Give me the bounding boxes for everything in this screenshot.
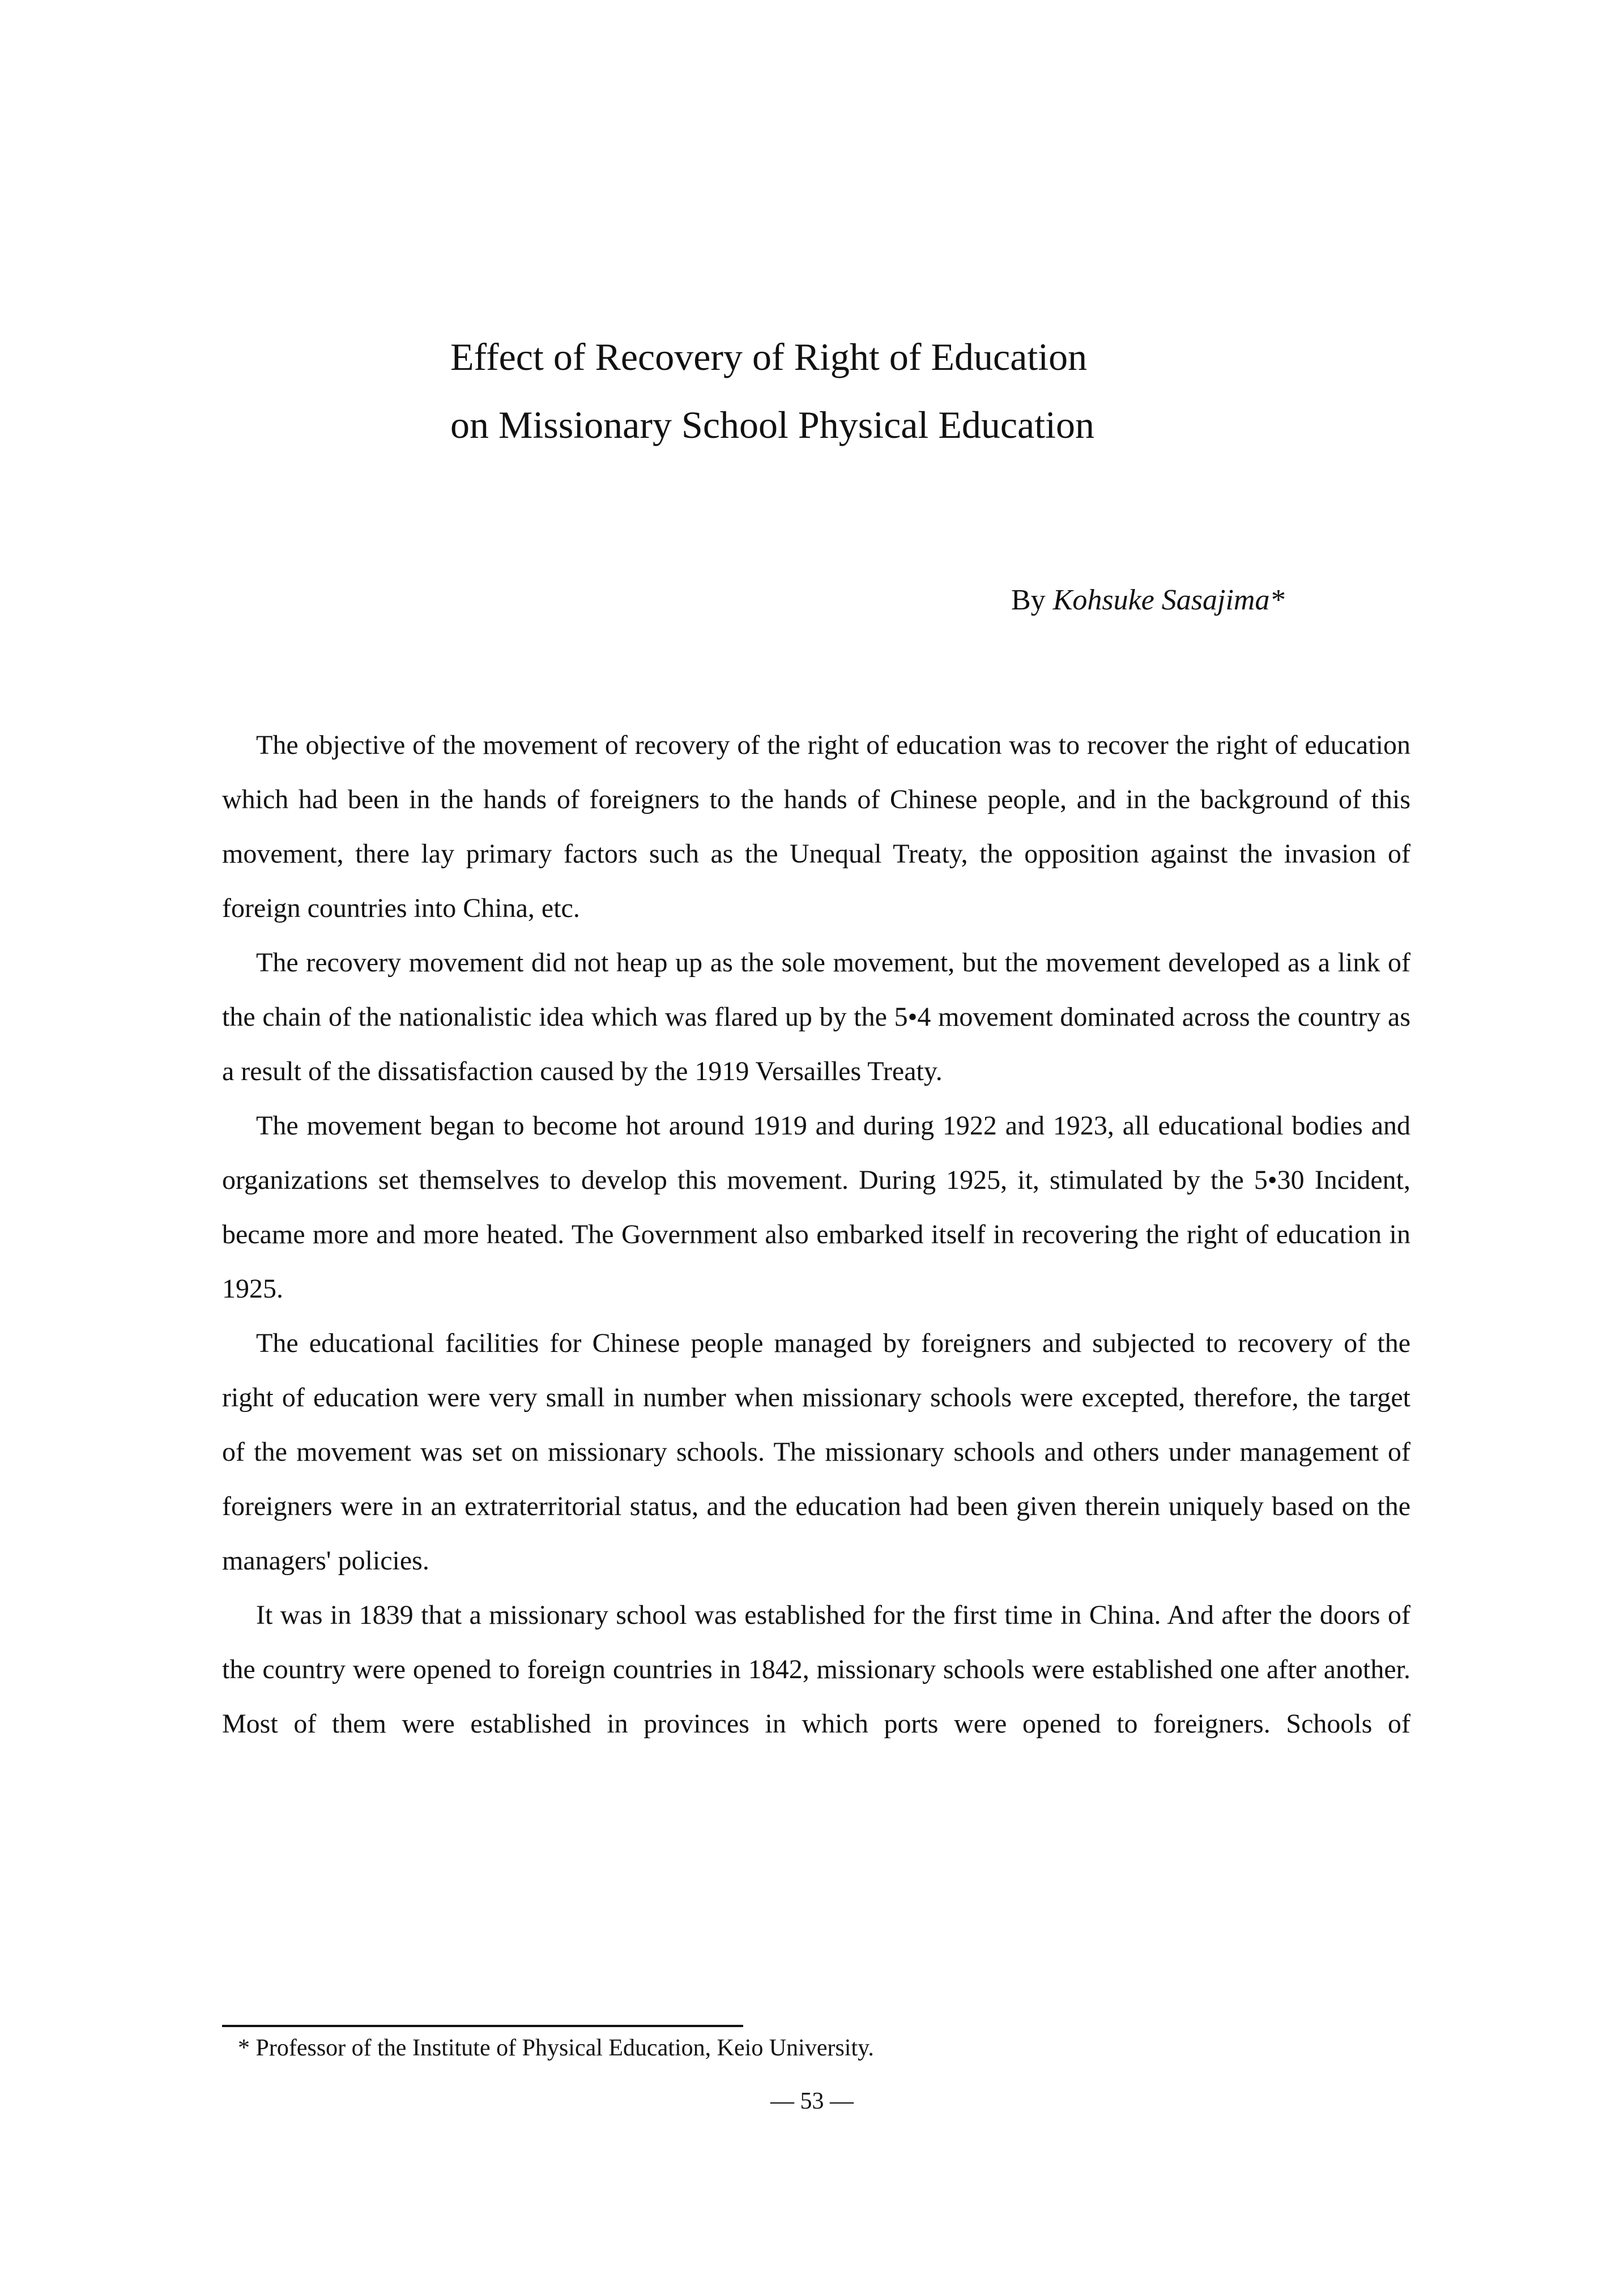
paragraph: The objective of the movement of recovery of the right of education was to recover the right of education which had been in the hands of foreigners to the hands of Chinese people, and in the background of this movement, there lay primary factors such as the Unequal Treaty, the opposition against the invasion of foreign countries into China, etc. <box>222 730 1410 923</box>
body-text <box>222 718 1410 1751</box>
footnote-mark: * <box>1269 584 1285 616</box>
paragraph: The recovery movement did not heap up as the sole movement, but the movement developed as a link of the chain of the nationalistic idea which was flared up by the 5•4 movement dominated across the country as a result of the dissatisfaction caused by the 1919 Versailles Treaty. <box>222 948 1410 1086</box>
paragraph: The movement began to become hot around 1919 and during 1922 and 1923, all educational bodies and organizations set themselves to develop this movement. During 1925, it, stimulated by the 5•30 Incident, became more and more heated. The Government also embarked itself in recovering the right of education in 1925. <box>222 1111 1410 1304</box>
paragraph: It was in 1839 that a missionary school was established for the first time in China. And after the doors of the country were opened to foreign countries in 1842, missionary schools were established one after another. Most of them were established in provinces in which ports were opened to foreigners. Schools of <box>222 1600 1410 1739</box>
author-byline <box>1011 583 1284 617</box>
footnote: * Professor of the Institute of Physical Education, Keio University. <box>238 2035 874 2061</box>
byline-prefix: By <box>1011 584 1046 616</box>
title-line-2: on Missionary School Physical Education <box>450 403 1095 446</box>
page-number: — 53 — <box>770 2088 854 2114</box>
title-line-1: Effect of Recovery of Right of Education <box>450 335 1088 378</box>
paper-title <box>450 323 1300 459</box>
footnote-divider <box>222 2025 743 2027</box>
paragraph: The educational facilities for Chinese people managed by foreigners and subjected to recovery of the right of education were very small in number when missionary schools were excepted, therefore, the target of the movement was set on missionary schools. The missionary schools and others under management of foreigners were in an extraterritorial status, and the education had been given therein uniquely based on the managers' policies. <box>222 1328 1410 1576</box>
author-name: Kohsuke Sasajima <box>1052 584 1270 616</box>
